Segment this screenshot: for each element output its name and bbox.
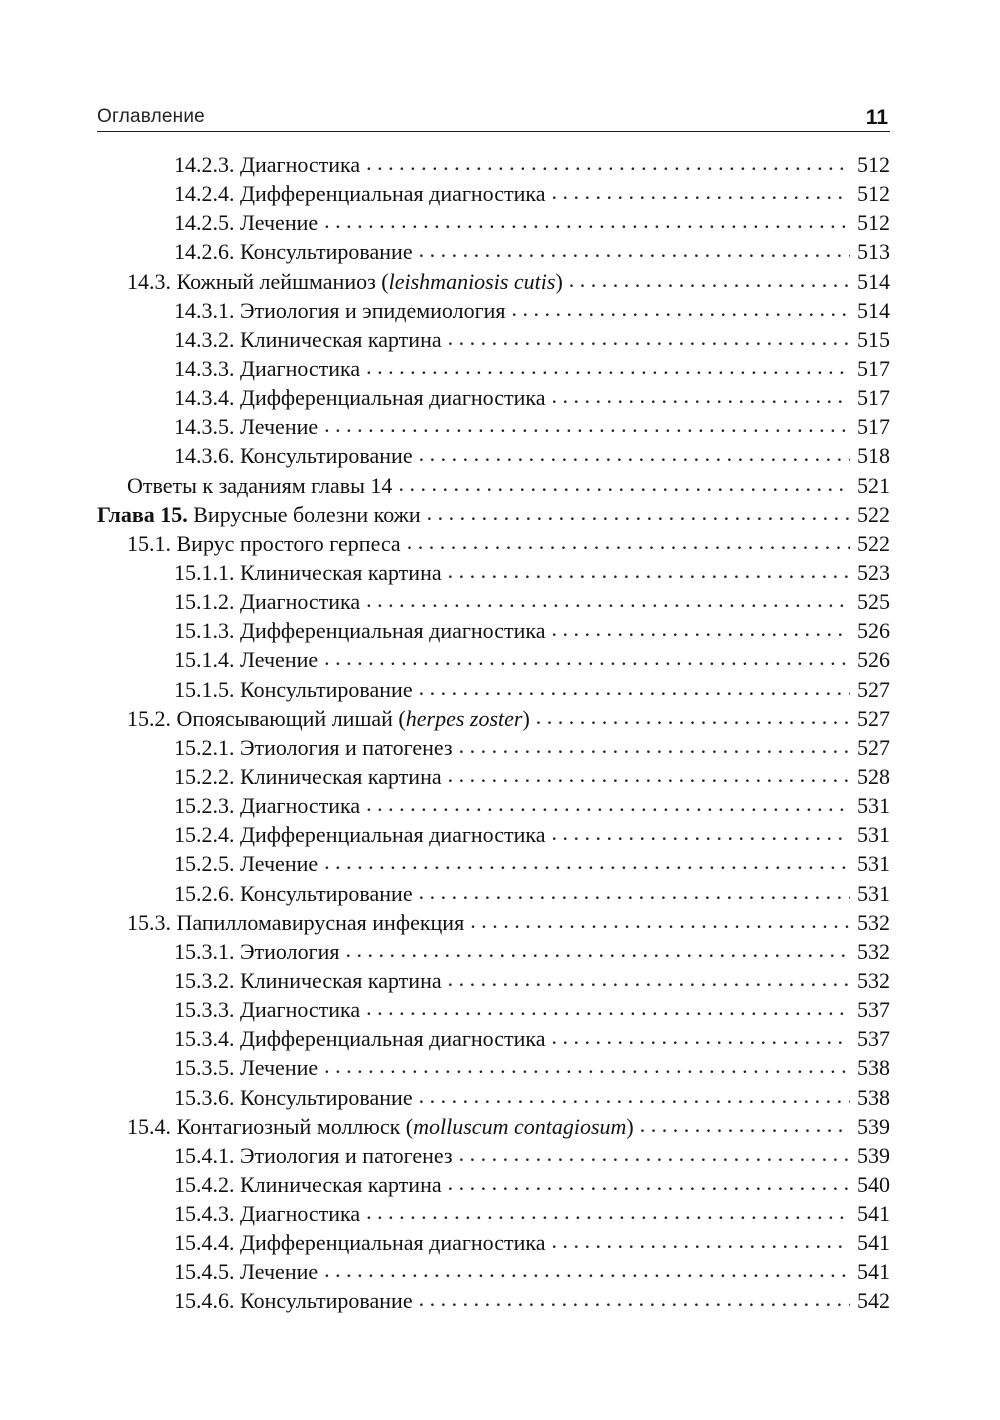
toc-entry[interactable]: [97, 791, 890, 820]
dot-leader: [569, 265, 850, 294]
section-number: 15.1.5.: [174, 676, 235, 702]
toc-page-number: 517: [857, 414, 890, 440]
dot-leader: [448, 964, 850, 993]
dot-leader: [419, 877, 850, 906]
toc-entry-title: [174, 1170, 442, 1199]
toc-page-number: 514: [857, 268, 890, 294]
toc-entry-title: [127, 1112, 634, 1141]
section-name: Диагностика: [240, 997, 361, 1023]
section-name: Лечение: [240, 1055, 319, 1081]
toc-page-number: 538: [857, 1084, 890, 1110]
section-name: Ответы к заданиям главы 14: [127, 472, 393, 498]
toc-entry[interactable]: [97, 179, 890, 208]
toc-page-number: 517: [857, 355, 890, 381]
toc-entry[interactable]: [97, 208, 890, 237]
toc-entry-title: [174, 937, 340, 966]
dot-leader: [640, 1110, 850, 1139]
latin-term: herpes zoster: [405, 705, 523, 731]
dot-leader: [419, 439, 850, 468]
section-number: 14.3.: [127, 268, 171, 294]
toc-page-number: 537: [857, 1026, 890, 1052]
dot-leader: [324, 643, 850, 672]
section-name: Дифференциальная диагностика: [240, 1230, 546, 1256]
section-name: Папилломавирусная инфекция: [176, 909, 465, 935]
toc-entry[interactable]: [97, 354, 890, 383]
toc-page-number: 518: [857, 443, 890, 469]
toc-page-number: 522: [857, 530, 890, 556]
toc-entry-title: [174, 325, 442, 354]
dot-leader: [552, 818, 851, 847]
section-name: Кожный лейшманиоз (: [176, 268, 389, 294]
dot-leader: [419, 1284, 850, 1313]
toc-entry[interactable]: [97, 441, 890, 470]
toc-entry[interactable]: [97, 1257, 890, 1286]
toc-entry-title: [174, 237, 413, 266]
toc-page-number: 528: [857, 763, 890, 789]
toc-entry-title: [174, 995, 360, 1024]
section-number: 15.1.2.: [174, 589, 235, 615]
section-name: Консультирование: [240, 239, 413, 265]
dot-leader: [324, 1255, 850, 1284]
toc-entry-title: [174, 733, 453, 762]
section-number: 15.1.: [127, 530, 171, 556]
section-name: Этиология и патогенез: [240, 734, 453, 760]
section-name: Контагиозный моллюск (: [176, 1113, 414, 1139]
toc-page-number: 525: [857, 589, 890, 615]
toc-entry[interactable]: [97, 471, 890, 500]
toc-entry-title: [174, 1141, 453, 1170]
section-number: 15.3.: [127, 909, 171, 935]
section-name: Диагностика: [240, 589, 361, 615]
toc-entry-title: [174, 616, 546, 645]
dot-leader: [366, 148, 850, 177]
section-name: Клиническая картина: [240, 326, 442, 352]
toc-page-number: 526: [857, 618, 890, 644]
toc-page-number: 539: [857, 1142, 890, 1168]
toc-entry-title: [174, 879, 413, 908]
section-number: 15.3.6.: [174, 1084, 235, 1110]
section-name: Этиология и патогенез: [240, 1142, 453, 1168]
section-name: Этиология: [240, 938, 340, 964]
section-name: Дифференциальная диагностика: [240, 822, 546, 848]
toc-entry-title: [174, 558, 442, 587]
dot-leader: [448, 323, 850, 352]
section-number: 15.3.1.: [174, 938, 235, 964]
section-number: 15.4.3.: [174, 1201, 235, 1227]
toc-page-number: 531: [857, 822, 890, 848]
toc-entry[interactable]: [97, 150, 890, 179]
section-number: 15.1.1.: [174, 559, 235, 585]
section-name: Вирусные болезни кожи: [193, 501, 421, 527]
section-name: Дифференциальная диагностика: [240, 385, 546, 411]
dot-leader: [324, 206, 850, 235]
section-name: Диагностика: [240, 1201, 361, 1227]
toc-entry[interactable]: [97, 704, 890, 733]
section-name: Диагностика: [240, 793, 361, 819]
toc-entry-title: [174, 791, 360, 820]
dot-leader: [459, 731, 850, 760]
dot-leader: [366, 352, 850, 381]
dot-leader: [427, 498, 850, 527]
dot-leader: [552, 1226, 851, 1255]
section-number: 15.2.3.: [174, 793, 235, 819]
toc-entry-title: [174, 354, 360, 383]
toc-page-number: 541: [857, 1259, 890, 1285]
toc-entry[interactable]: [97, 412, 890, 441]
section-name: Дифференциальная диагностика: [240, 181, 546, 207]
toc-entry-title: [174, 150, 360, 179]
toc-page-number: 513: [857, 239, 890, 265]
toc-entry-title: [127, 471, 392, 500]
toc-page-number: 540: [857, 1171, 890, 1197]
toc-entry[interactable]: [97, 616, 890, 645]
section-number: 14.2.5.: [174, 210, 235, 236]
section-name: Опоясывающий лишай (: [176, 705, 406, 731]
section-number: 15.3.2.: [174, 967, 235, 993]
section-number: 15.4.1.: [174, 1142, 235, 1168]
section-number: 14.3.6.: [174, 443, 235, 469]
toc-entry[interactable]: [97, 587, 890, 616]
dot-leader: [512, 294, 850, 323]
section-number: 15.2.2.: [174, 763, 235, 789]
toc-page-number: 541: [857, 1230, 890, 1256]
toc-entry-title: [127, 908, 464, 937]
toc-entry[interactable]: [97, 879, 890, 908]
toc-entry-title: [174, 1199, 360, 1228]
section-number: 14.3.4.: [174, 385, 235, 411]
section-number: 15.4.5.: [174, 1259, 235, 1285]
section-number: 15.4.2.: [174, 1171, 235, 1197]
dot-leader: [324, 847, 850, 876]
toc-entry[interactable]: [97, 733, 890, 762]
toc-entry-title: [174, 1257, 318, 1286]
dot-leader: [552, 177, 851, 206]
section-name: Дифференциальная диагностика: [240, 1026, 546, 1052]
section-number: 15.4.: [127, 1113, 171, 1139]
toc-entry[interactable]: [97, 1053, 890, 1082]
toc-entry-title: [127, 704, 530, 733]
section-number: 15.2.6.: [174, 880, 235, 906]
dot-leader: [470, 906, 850, 935]
toc-entry[interactable]: [97, 1199, 890, 1228]
toc-page-number: 542: [857, 1288, 890, 1314]
toc-page-number: 526: [857, 647, 890, 673]
latin-term: molluscum contagiosum: [413, 1113, 627, 1139]
toc-entry[interactable]: [97, 383, 890, 412]
toc-page-number: 532: [857, 967, 890, 993]
section-number: 14.2.4.: [174, 181, 235, 207]
toc-entry-title: [174, 441, 413, 470]
toc-entry-title: [174, 296, 506, 325]
toc-page-number: 527: [857, 734, 890, 760]
toc-page-number: 527: [857, 676, 890, 702]
toc-page-number: 531: [857, 851, 890, 877]
section-name: Консультирование: [240, 1288, 413, 1314]
toc-entry[interactable]: [97, 762, 890, 791]
section-number: 14.3.3.: [174, 355, 235, 381]
toc-entry[interactable]: [97, 820, 890, 849]
dot-leader: [366, 585, 850, 614]
toc-entry-title: [174, 383, 546, 412]
section-number: 14.2.6.: [174, 239, 235, 265]
section-name: Лечение: [240, 1259, 319, 1285]
section-number: 15.3.3.: [174, 997, 235, 1023]
dot-leader: [419, 1081, 850, 1110]
section-name: Клиническая картина: [240, 1171, 442, 1197]
toc-entry[interactable]: [97, 908, 890, 937]
section-number: 15.3.5.: [174, 1055, 235, 1081]
toc-entry-title: [174, 645, 318, 674]
toc-entry[interactable]: [97, 529, 890, 558]
toc-entry[interactable]: [97, 937, 890, 966]
toc-entry[interactable]: [97, 849, 890, 878]
dot-leader: [552, 1022, 851, 1051]
running-header: [97, 103, 890, 131]
table-of-contents: [97, 150, 890, 1316]
toc-entry-title: [174, 675, 413, 704]
dot-leader: [366, 1197, 850, 1226]
dot-leader: [366, 789, 850, 818]
section-name: Дифференциальная диагностика: [240, 618, 546, 644]
latin-term: leishmaniosis cutis: [388, 268, 556, 294]
toc-entry[interactable]: [97, 500, 890, 529]
toc-page-number: 531: [857, 793, 890, 819]
dot-leader: [419, 235, 850, 264]
section-name: Лечение: [240, 647, 319, 673]
section-number: 14.3.1.: [174, 297, 235, 323]
toc-entry[interactable]: [97, 296, 890, 325]
dot-leader: [366, 993, 850, 1022]
toc-entry[interactable]: [97, 1141, 890, 1170]
toc-entry[interactable]: [97, 1083, 890, 1112]
dot-leader: [398, 469, 850, 498]
section-number: 14.3.2.: [174, 326, 235, 352]
toc-page-number: 512: [857, 210, 890, 236]
toc-page-number: 523: [857, 559, 890, 585]
section-name: Диагностика: [240, 355, 361, 381]
section-name: Консультирование: [240, 880, 413, 906]
toc-page-number: 527: [857, 705, 890, 731]
toc-entry-title: [127, 529, 401, 558]
toc-entry-title: [174, 849, 318, 878]
section-number: 15.2.4.: [174, 822, 235, 848]
section-name-end: ): [626, 1113, 634, 1139]
toc-entry-title: [174, 587, 360, 616]
dot-leader: [459, 1139, 850, 1168]
toc-page-number: 512: [857, 152, 890, 177]
section-number: 15.1.3.: [174, 618, 235, 644]
toc-entry-title: [97, 500, 421, 529]
dot-leader: [448, 760, 850, 789]
toc-entry-title: [174, 1228, 546, 1257]
toc-entry[interactable]: [97, 237, 890, 266]
section-name: Консультирование: [240, 676, 413, 702]
toc-entry-title: [174, 208, 318, 237]
dot-leader: [324, 410, 850, 439]
section-name: Лечение: [240, 851, 319, 877]
toc-entry[interactable]: [97, 267, 890, 296]
page-number: 11: [865, 106, 888, 129]
section-name: Этиология и эпидемиология: [240, 297, 506, 323]
toc-page-number: 532: [857, 938, 890, 964]
toc-entry-title: [174, 762, 442, 791]
toc-entry[interactable]: [97, 325, 890, 354]
toc-entry-title: [174, 1083, 413, 1112]
section-number: 15.1.4.: [174, 647, 235, 673]
section-name: Лечение: [240, 210, 319, 236]
toc-entry[interactable]: [97, 1170, 890, 1199]
toc-entry-title: [174, 1024, 546, 1053]
dot-leader: [552, 614, 851, 643]
section-number: 14.2.3.: [174, 152, 235, 177]
toc-entry[interactable]: [97, 675, 890, 704]
section-number: 15.3.4.: [174, 1026, 235, 1052]
section-name-end: ): [522, 705, 530, 731]
dot-leader: [552, 381, 851, 410]
toc-entry-title: [174, 412, 318, 441]
dot-leader: [346, 935, 850, 964]
toc-page-number: 541: [857, 1201, 890, 1227]
toc-entry[interactable]: [97, 995, 890, 1024]
toc-page-number: 515: [857, 326, 890, 352]
toc-entry-title: [174, 820, 546, 849]
section-name: Консультирование: [240, 443, 413, 469]
section-name-end: ): [555, 268, 563, 294]
toc-entry[interactable]: [97, 645, 890, 674]
toc-entry[interactable]: [97, 558, 890, 587]
toc-entry[interactable]: [97, 1112, 890, 1141]
toc-entry-title: [174, 966, 442, 995]
section-name: Вирус простого герпеса: [176, 530, 401, 556]
section-number: 15.4.4.: [174, 1230, 235, 1256]
section-name: Клиническая картина: [240, 967, 442, 993]
section-number: 15.2.: [127, 705, 171, 731]
toc-page-number: 532: [857, 909, 890, 935]
toc-page-number: 521: [857, 472, 890, 498]
header-rule: [97, 131, 890, 132]
dot-leader: [419, 673, 850, 702]
toc-page-number: 517: [857, 385, 890, 411]
dot-leader: [407, 527, 850, 556]
section-number: 15.2.5.: [174, 851, 235, 877]
toc-page-number: 537: [857, 997, 890, 1023]
toc-page-number: 512: [857, 181, 890, 207]
toc-page-number: 538: [857, 1055, 890, 1081]
section-name: Лечение: [240, 414, 319, 440]
section-number: 15.2.1.: [174, 734, 235, 760]
toc-entry-title: [127, 267, 563, 296]
toc-page-number: 531: [857, 880, 890, 906]
dot-leader: [448, 1168, 850, 1197]
toc-entry-title: [174, 1286, 413, 1315]
chapter-label: Глава 15.: [97, 501, 188, 527]
section-number: 15.4.6.: [174, 1288, 235, 1314]
section-number: 14.3.5.: [174, 414, 235, 440]
toc-entry[interactable]: [97, 1228, 890, 1257]
section-title: Оглавление: [97, 106, 205, 127]
toc-entry[interactable]: [97, 966, 890, 995]
section-name: Клиническая картина: [240, 763, 442, 789]
toc-entry[interactable]: [97, 1024, 890, 1053]
section-name: Диагностика: [240, 152, 361, 177]
dot-leader: [324, 1051, 850, 1080]
section-name: Клиническая картина: [240, 559, 442, 585]
dot-leader: [448, 556, 850, 585]
section-name: Консультирование: [240, 1084, 413, 1110]
dot-leader: [536, 702, 850, 731]
toc-entry-title: [174, 1053, 318, 1082]
toc-entry[interactable]: [97, 1286, 890, 1315]
toc-entry-title: [174, 179, 546, 208]
toc-page-number: 522: [857, 501, 890, 527]
toc-page-number: 514: [857, 297, 890, 323]
toc-page-number: 539: [857, 1113, 890, 1139]
